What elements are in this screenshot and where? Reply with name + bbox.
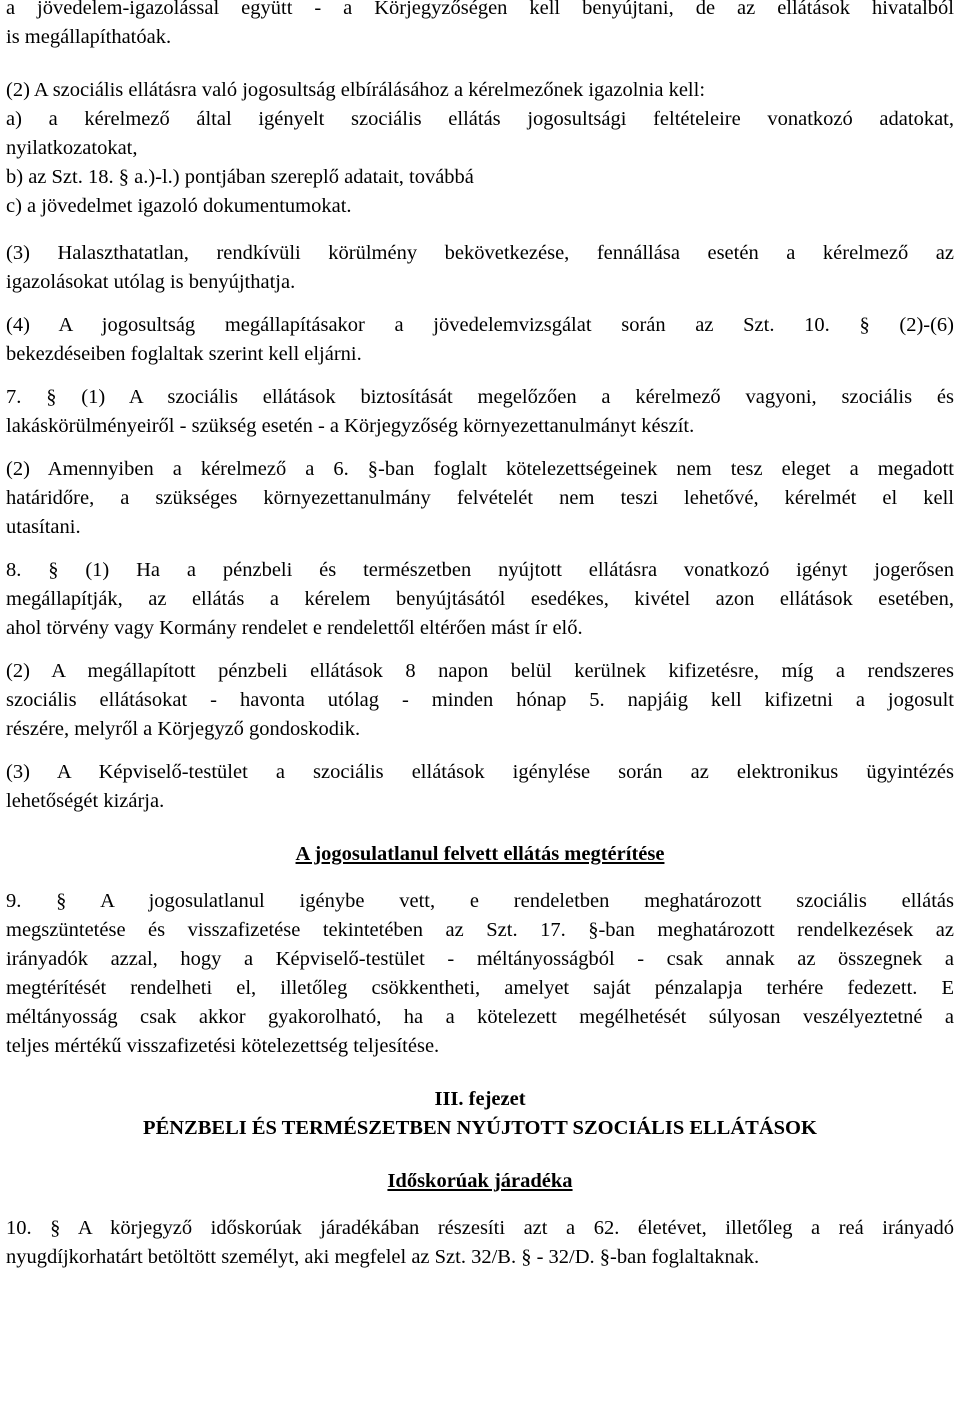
- section-8-2: [6, 657, 954, 744]
- text-line: nyilatkozatokat,: [6, 137, 138, 159]
- text-line: részére, melyről a Körjegyző gondoskodik.: [6, 718, 361, 740]
- text-line: (2) A megállapított pénzbeli ellátások 8 napon belül kerülnek kifizetésre, míg a rendszeres: [6, 660, 954, 682]
- section-7-1: [6, 383, 954, 441]
- text-line: bekezdéseiben foglaltak szerint kell eljárni.: [6, 343, 362, 365]
- text-line: nyugdíjkorhatárt betöltött személyt, aki megfelel az Szt. 32/B. § - 32/D. §-ban foglaltaknak.: [6, 1246, 760, 1268]
- text-line: (2) Amennyiben a kérelmező a 6. §-ban foglalt kötelezettségeinek nem tesz eleget a megadott: [6, 458, 954, 480]
- text-line: utasítani.: [6, 516, 81, 538]
- section-10: [6, 1214, 954, 1272]
- section-7-2: [6, 455, 954, 542]
- text-line: megszüntetése és visszafizetése tekintetében az Szt. 17. §-ban meghatározott rendelkezések az: [6, 919, 954, 941]
- text-line: a) a kérelmező által igényelt szociális ellátás jogosultsági feltételeire vonatkozó adatokat,: [6, 108, 954, 130]
- text-line: 8. § (1) Ha a pénzbeli és természetben nyújtott ellátásra vonatkozó igényt jogerősen: [6, 559, 954, 581]
- text-line: megtérítését rendelheti el, illetőleg csökkentheti, amelyet saját pénzalapja terhére fedezett. E: [6, 977, 954, 999]
- intro-paragraph: [6, 0, 954, 52]
- text-line: teljes mértékű visszafizetési kötelezettség teljesítése.: [6, 1035, 440, 1057]
- section-6-4: [6, 311, 954, 369]
- section-6-2: [6, 76, 954, 221]
- heading-elderly: Időskorúak járadéka: [387, 1170, 573, 1192]
- text-line: méltányosság csak akkor gyakorolható, ha a kötelezett megélhetését súlyosan veszélyeztetné a: [6, 1006, 954, 1028]
- text-line: igazolásokat utólag is benyújthatja.: [6, 271, 296, 293]
- text-line: 9. § A jogosulatlanul igénybe vett, e rendeletben meghatározott szociális ellátás: [6, 890, 954, 912]
- text-line: szociális ellátásokat - havonta utólag - minden hónap 5. napjáig kell kifizetni a jogosult: [6, 689, 954, 711]
- chapter-number: III. fejezet: [434, 1088, 526, 1110]
- text-line: b) az Szt. 18. § a.)-l.) pontjában szereplő adatait, továbbá: [6, 166, 474, 188]
- text-line: a jövedelem-igazolással együtt - a Körjegyzőségen kell benyújtani, de az ellátások hivatalból: [6, 0, 954, 19]
- text-line: (3) Halaszthatatlan, rendkívüli körülmény bekövetkezése, fennállása esetén a kérelmező az: [6, 242, 954, 264]
- text-line: (4) A jogosultság megállapításakor a jövedelemvizsgálat során az Szt. 10. § (2)-(6): [6, 314, 954, 336]
- text-line: c) a jövedelmet igazoló dokumentumokat.: [6, 195, 352, 217]
- text-line: 10. § A körjegyző időskorúak járadékában részesíti azt a 62. életévet, illetőleg a reá irányadó: [6, 1217, 954, 1239]
- section-9: [6, 887, 954, 1061]
- text-line: ahol törvény vagy Kormány rendelet e rendelettől eltérően mást ír elő.: [6, 617, 583, 639]
- text-line: irányadók azzal, hogy a Képviselő-testület - méltányosságból - csak annak az összegnek a: [6, 948, 954, 970]
- chapter-title: PÉNZBELI ÉS TERMÉSZETBEN NYÚJTOTT SZOCIÁLIS ELLÁTÁSOK: [143, 1117, 817, 1139]
- text-line: (2) A szociális ellátásra való jogosultság elbírálásához a kérelmezőnek igazolnia kell:: [6, 79, 706, 101]
- section-8-1: [6, 556, 954, 643]
- text-line: lakáskörülményeiről - szükség esetén - a Körjegyzőség környezettanulmányt készít.: [6, 415, 695, 437]
- text-line: határidőre, a szükséges környezettanulmány felvételét nem teszi lehetővé, kérelmét el kell: [6, 487, 954, 509]
- text-line: (3) A Képviselő-testület a szociális ellátások igénylése során az elektronikus ügyintézés: [6, 761, 954, 783]
- text-line: 7. § (1) A szociális ellátások biztosítását megelőzően a kérelmező vagyoni, szociális és: [6, 386, 954, 408]
- text-line: megállapítják, az ellátás a kérelem benyújtásától esedékes, kivétel azon ellátások esetében,: [6, 588, 954, 610]
- heading-refund: A jogosulatlanul felvett ellátás megtérítése: [295, 843, 665, 865]
- section-8-3: [6, 758, 954, 816]
- section-6-3: [6, 239, 954, 297]
- text-line: is megállapíthatóak.: [6, 26, 172, 48]
- text-line: lehetőségét kizárja.: [6, 790, 165, 812]
